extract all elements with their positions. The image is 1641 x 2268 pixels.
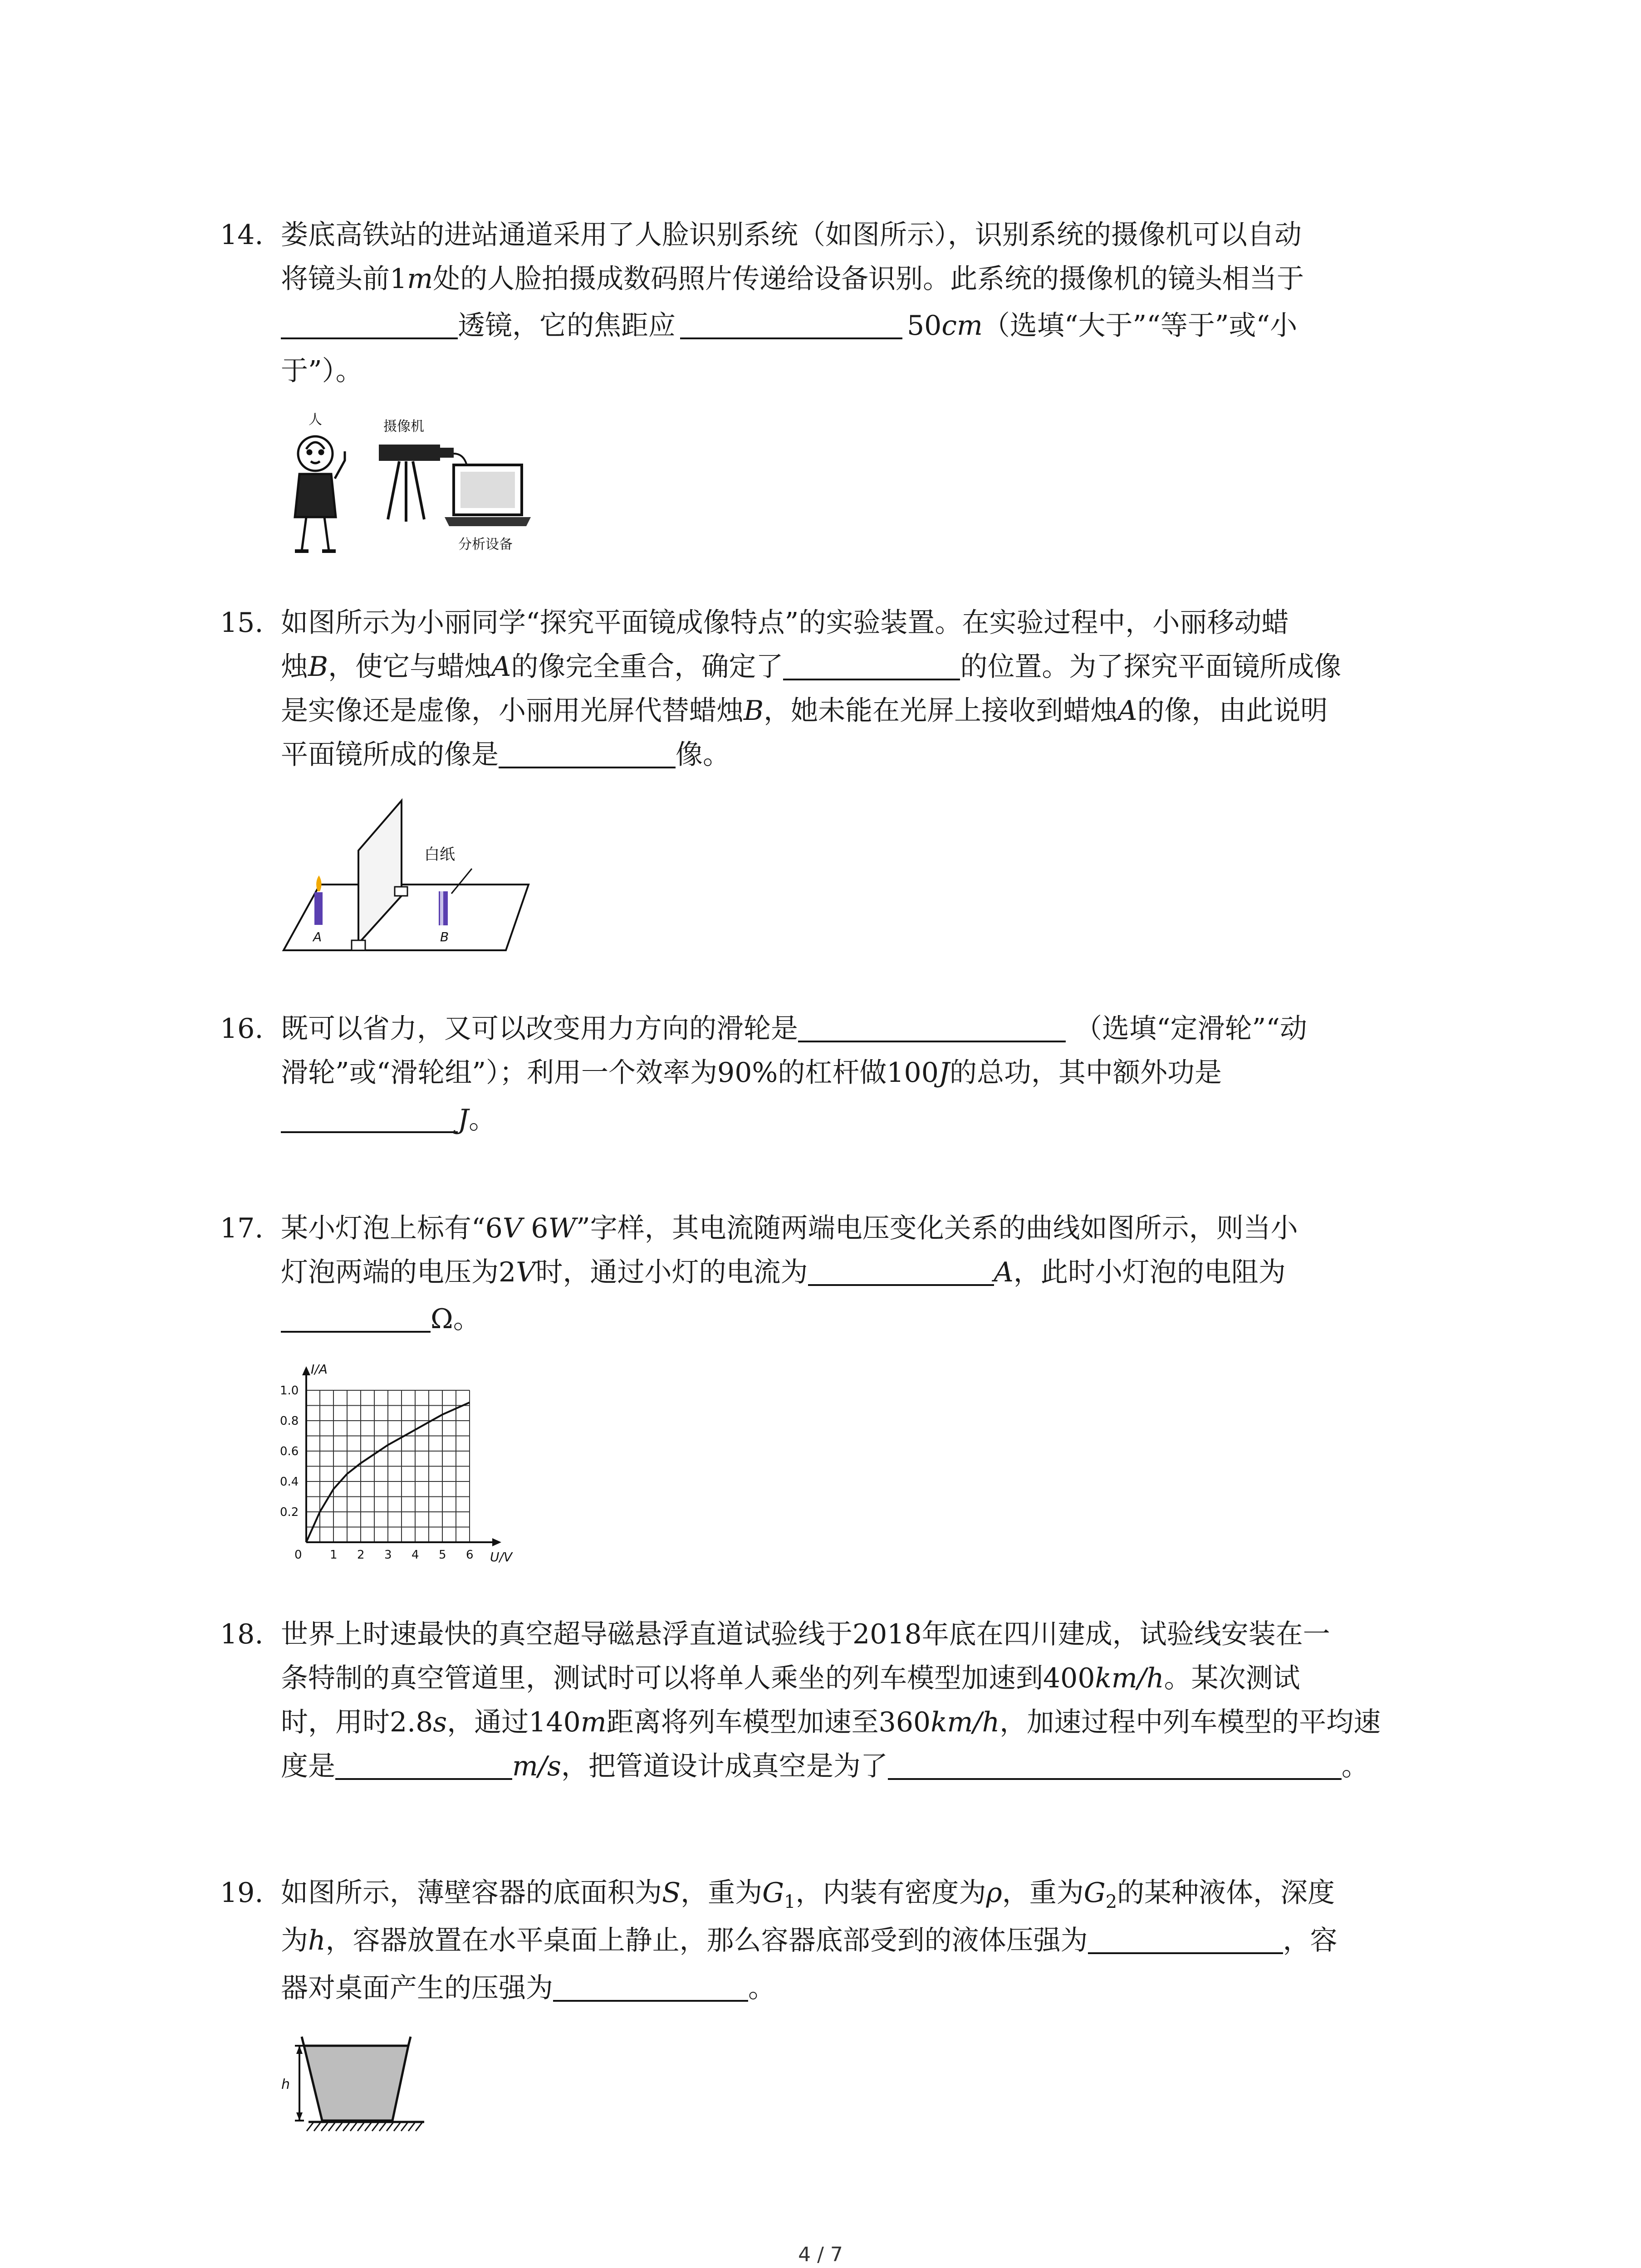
x-tick-label: 3 (384, 1548, 392, 1562)
x-tick-label: 5 (439, 1548, 446, 1562)
hatch-line (379, 2123, 386, 2131)
hatch-line (307, 2123, 313, 2131)
answer-blank[interactable] (281, 1104, 458, 1133)
person-icon (295, 436, 345, 551)
x-tick-label: 6 (466, 1548, 474, 1562)
question-17 (220, 1207, 1454, 1343)
plane-mirror-figure (279, 796, 533, 964)
answer-blank[interactable] (798, 1013, 1066, 1042)
depth-label: h (281, 2077, 290, 2092)
answer-blank[interactable] (783, 651, 960, 680)
person-label: 人 (309, 412, 322, 428)
question-number: 15. (220, 607, 264, 639)
page-number: 4 / 7 (798, 2243, 843, 2266)
container-figure (277, 2028, 426, 2146)
question-number: 19. (220, 1877, 264, 1909)
current-voltage-chart (272, 1361, 544, 1569)
hatch-line (401, 2123, 407, 2131)
question-text-line: 既可以省力，又可以改变用力方向的滑轮是 （选填“定滑轮”“动 (281, 1013, 1308, 1045)
question-number: 17. (220, 1212, 264, 1244)
question-text-line: 器对桌面产生的压强为 。 (281, 1972, 775, 2004)
question-text-line: 滑轮”或“滑轮组”）；利用一个效率为90%的杠杆做100J的总功，其中额外功是 (281, 1057, 1222, 1089)
answer-blank[interactable] (281, 1304, 431, 1333)
question-text-line: 世界上时速最快的真空超导磁悬浮直道试验线于2018年底在四川建成，试验线安装在一 (281, 1618, 1330, 1650)
question-text-line: 如图所示，薄壁容器的底面积为S，重为$G_1$，内装有密度为ρ，重为$G_2$的某种液体，深度 (281, 1877, 1335, 1912)
question-text-line: 透镜，它的焦距应 50cm（选填“大于”“等于”或“小 (281, 304, 1297, 348)
y-tick-label: 0.8 (280, 1414, 299, 1428)
container-liquid (304, 2046, 408, 2121)
hatch-line (408, 2123, 415, 2131)
hatch-line (336, 2123, 342, 2131)
hatch-line (365, 2123, 371, 2131)
answer-blank[interactable] (1088, 1925, 1283, 1954)
question-15 (220, 601, 1454, 792)
question-text-line: 于”）。 (281, 355, 363, 387)
question-text-line: J。 (281, 1098, 496, 1142)
y-axis-arrow (302, 1366, 310, 1375)
y-axis-label: I/A (311, 1362, 328, 1377)
paper-label: 白纸 (424, 846, 455, 864)
x-tick-label: 2 (357, 1548, 365, 1562)
answer-blank[interactable] (888, 1751, 1342, 1780)
hatch-line (372, 2123, 378, 2131)
question-number: 14. (220, 219, 264, 251)
question-text-line: 将镜头前1m处的人脸拍摄成数码照片传递给设备识别。此系统的摄像机的镜头相当于 (281, 263, 1304, 295)
candle-b (439, 891, 448, 925)
question-text-line: Ω。 (281, 1297, 480, 1341)
x-tick-label: 0 (294, 1548, 302, 1562)
question-text-line: 为h，容器放置在水平桌面上静止，那么容器底部受到的液体压强为 ，容 (281, 1925, 1337, 1956)
hatch-line (343, 2123, 349, 2131)
face-recognition-figure (281, 411, 535, 560)
x-tick-label: 4 (411, 1548, 419, 1562)
question-text-line: 是实像还是虚像，小丽用光屏代替蜡烛B，她未能在光屏上接收到蜡烛A的像，由此说明 (281, 695, 1328, 727)
question-18 (220, 1613, 1454, 1803)
y-tick-label: 0.2 (280, 1505, 299, 1519)
candle-a (314, 875, 323, 925)
question-16 (220, 1007, 1454, 1143)
question-text-line: 娄底高铁站的进站通道采用了人脸识别系统（如图所示），识别系统的摄像机可以自动 (281, 219, 1302, 251)
hatch-line (350, 2123, 357, 2131)
y-tick-label: 0.4 (280, 1475, 299, 1489)
answer-blank[interactable] (553, 1973, 748, 2002)
hatch-line (314, 2123, 320, 2131)
hatch-line (387, 2123, 393, 2131)
question-text-line: 烛B，使它与蜡烛A的像完全重合，确定了 的位置。为了探究平面镜所成像 (281, 651, 1342, 683)
question-number: 18. (220, 1618, 264, 1650)
y-tick-label: 1.0 (280, 1384, 299, 1398)
hatch-line (358, 2123, 364, 2131)
question-text-line: 平面镜所成的像是 像。 (281, 739, 730, 771)
y-tick-label: 0.6 (280, 1445, 299, 1458)
question-text-line: 灯泡两端的电压为2V时，通过小灯的电流为 A，此时小灯泡的电阻为 (281, 1256, 1286, 1288)
question-text-line: 如图所示为小丽同学“探究平面镜成像特点”的实验装置。在实验过程中，小丽移动蜡 (281, 607, 1289, 639)
x-tick-label: 1 (330, 1548, 338, 1562)
question-text-line: 度是 m/s，把管道设计成真空是为了 。 (281, 1750, 1369, 1782)
question-number: 16. (220, 1013, 264, 1045)
answer-blank[interactable] (281, 310, 458, 339)
candle-b-label: B (440, 929, 449, 944)
question-text-line: 时，用时2.8s，通过140m距离将列车模型加速至360km/h，加速过程中列车模型的平均速 (281, 1706, 1381, 1738)
hatch-line (416, 2123, 422, 2131)
hatch-line (394, 2123, 400, 2131)
device-label: 分析设备 (458, 537, 513, 552)
question-text-line: 某小灯泡上标有“6V 6W”字样，其电流随两端电压变化关系的曲线如图所示，则当小 (281, 1212, 1298, 1244)
answer-blank[interactable] (808, 1257, 994, 1286)
answer-blank[interactable] (335, 1751, 512, 1780)
x-axis-arrow (492, 1538, 501, 1546)
hatch-line (328, 2123, 335, 2131)
question-text-line: 条特制的真空管道里，测试时可以将单人乘坐的列车模型加速到400km/h。某次测试 (281, 1662, 1300, 1694)
laptop-icon (445, 465, 531, 526)
candle-a-label: A (313, 929, 322, 944)
answer-blank[interactable] (499, 739, 676, 768)
camera-label: 摄像机 (383, 419, 424, 435)
question-19 (220, 1871, 1454, 2016)
hatch-line (321, 2123, 328, 2131)
x-axis-label: U/V (490, 1549, 513, 1564)
answer-blank[interactable] (680, 310, 902, 339)
